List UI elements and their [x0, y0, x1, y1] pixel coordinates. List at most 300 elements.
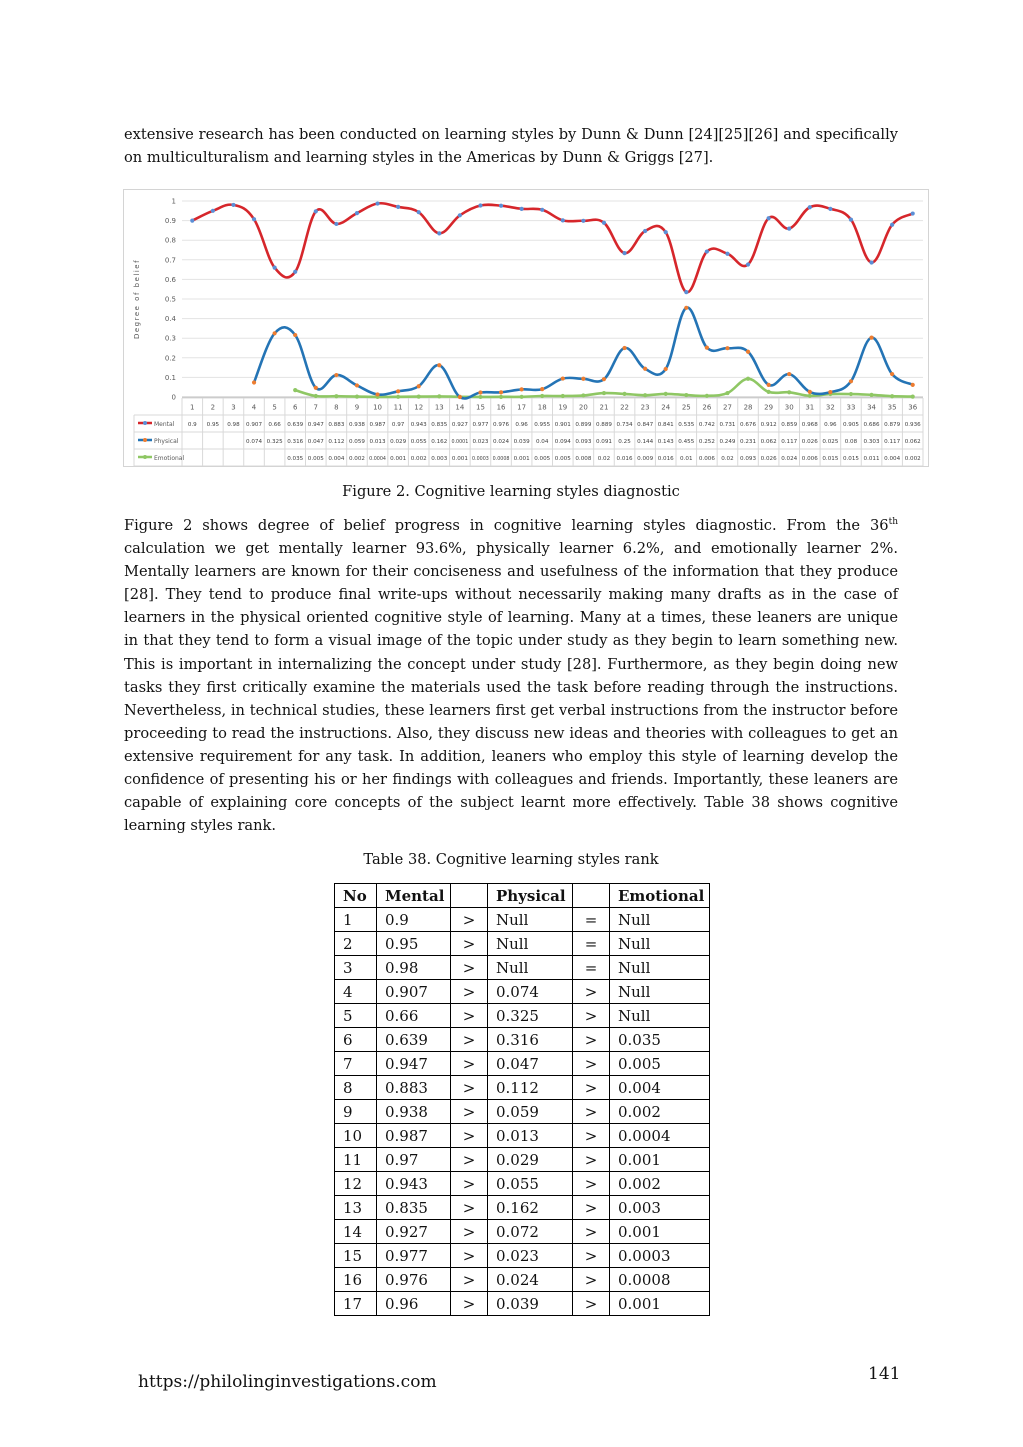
data-point-emotional	[911, 395, 915, 399]
data-label: 0.143	[657, 439, 674, 445]
cell-no: 1	[335, 908, 377, 932]
data-point-mental	[437, 231, 441, 235]
x-tick-label: 2	[210, 403, 216, 412]
data-point-mental	[314, 209, 318, 213]
data-label: 0.029	[390, 439, 407, 445]
cell-op-1: >	[451, 1052, 488, 1076]
data-label: 0.062	[904, 439, 921, 445]
data-label: 0.006	[801, 456, 818, 462]
data-point-physical	[561, 376, 565, 380]
data-label: 0.091	[595, 439, 612, 445]
cell-no: 10	[335, 1124, 377, 1148]
data-point-mental	[849, 218, 853, 222]
y-tick-label: 0.5	[164, 295, 176, 304]
data-label: 0.006	[698, 456, 715, 462]
cell-no: 4	[335, 980, 377, 1004]
cell-physical: 0.013	[488, 1124, 573, 1148]
x-tick-label: 16	[496, 403, 506, 412]
cell-mental: 0.835	[377, 1196, 451, 1220]
legend-marker	[143, 438, 147, 442]
data-label: 0.841	[657, 422, 674, 428]
x-tick-label: 8	[334, 403, 339, 412]
cell-op-2: >	[573, 1268, 610, 1292]
data-label: 0.026	[760, 456, 777, 462]
data-point-emotional	[684, 393, 688, 397]
y-tick-label: 0	[171, 393, 176, 402]
data-label: 0.005	[534, 456, 551, 462]
data-label: 0.0003	[472, 457, 489, 462]
x-tick-label: 14	[455, 403, 465, 412]
data-label: 0.005	[307, 456, 324, 462]
cell-op-2: =	[573, 956, 610, 980]
data-point-physical	[684, 306, 688, 310]
data-label: 0.025	[822, 439, 839, 445]
cell-mental: 0.97	[377, 1148, 451, 1172]
data-label: 0.062	[760, 439, 777, 445]
series-line-physical	[254, 308, 913, 399]
cell-emotional: 0.0004	[610, 1124, 710, 1148]
data-label: 0.026	[801, 439, 818, 445]
data-label: 0.047	[307, 439, 324, 445]
cell-op-2: >	[573, 1052, 610, 1076]
data-label: 0.325	[266, 439, 283, 445]
cell-mental: 0.907	[377, 980, 451, 1004]
cell-op-1: >	[451, 1172, 488, 1196]
data-point-physical	[602, 377, 606, 381]
cell-emotional: 0.001	[610, 1292, 710, 1316]
data-label: 0.002	[904, 456, 921, 462]
data-label: 0.004	[884, 456, 901, 462]
data-point-emotional	[664, 392, 668, 396]
data-label: 0.231	[740, 439, 757, 445]
cell-op-1: >	[451, 908, 488, 932]
table-row	[335, 1076, 710, 1100]
data-point-emotional	[767, 390, 771, 394]
data-point-physical	[355, 383, 359, 387]
data-label: 0.004	[328, 456, 345, 462]
cell-physical: 0.039	[488, 1292, 573, 1316]
cell-mental: 0.9	[377, 908, 451, 932]
table-row	[335, 932, 710, 956]
data-label: 0.001	[513, 456, 530, 462]
data-point-physical	[808, 390, 812, 394]
data-point-mental	[334, 222, 338, 226]
data-point-mental	[540, 208, 544, 212]
data-label: 0.847	[637, 422, 654, 428]
data-label: 0.074	[246, 439, 263, 445]
data-label: 0.08	[844, 439, 858, 445]
data-point-mental	[273, 266, 277, 270]
data-point-physical	[437, 363, 441, 367]
cell-no: 13	[335, 1196, 377, 1220]
x-tick-label: 15	[475, 403, 485, 412]
legend-label: Physical	[154, 438, 179, 445]
body-paragraph	[124, 514, 898, 837]
data-label: 0.889	[595, 422, 612, 428]
data-label: 0.835	[431, 422, 448, 428]
data-point-physical	[746, 350, 750, 354]
cell-emotional: 0.035	[610, 1028, 710, 1052]
data-label: 0.686	[863, 422, 880, 428]
data-point-mental	[746, 262, 750, 266]
x-tick-label: 21	[599, 403, 609, 412]
y-tick-label: 0.4	[164, 315, 176, 324]
chart-svg	[124, 190, 928, 466]
data-point-emotional	[293, 388, 297, 392]
data-point-emotional	[437, 394, 441, 398]
x-tick-label: 27	[722, 403, 732, 412]
cell-mental: 0.947	[377, 1052, 451, 1076]
data-label: 0.9	[187, 422, 197, 428]
data-label: 0.96	[515, 422, 528, 428]
data-point-physical	[911, 383, 915, 387]
data-label: 0.01	[680, 456, 693, 462]
cell-mental: 0.987	[377, 1124, 451, 1148]
cell-op-2: >	[573, 1148, 610, 1172]
cell-emotional: Null	[610, 956, 710, 980]
legend-marker	[143, 421, 147, 425]
cell-op-2: >	[573, 1172, 610, 1196]
data-point-mental	[375, 201, 379, 205]
data-label: 0.112	[328, 439, 345, 445]
data-point-emotional	[849, 392, 853, 396]
data-point-mental	[231, 203, 235, 207]
data-point-emotional	[417, 395, 421, 399]
cell-no: 16	[335, 1268, 377, 1292]
cell-no: 12	[335, 1172, 377, 1196]
data-label: 0.731	[719, 422, 736, 428]
data-label: 0.947	[307, 422, 324, 428]
data-label: 0.02	[721, 456, 734, 462]
data-label: 0.883	[328, 422, 345, 428]
data-label: 0.015	[822, 456, 839, 462]
cell-physical: Null	[488, 956, 573, 980]
data-label: 0.04	[535, 439, 549, 445]
cell-no: 17	[335, 1292, 377, 1316]
header-mental: Mental	[377, 884, 451, 908]
page-number: 141	[868, 1364, 901, 1384]
data-point-emotional	[602, 391, 606, 395]
cell-emotional: Null	[610, 908, 710, 932]
data-label: 0.66	[268, 422, 281, 428]
data-point-physical	[334, 373, 338, 377]
cell-op-1: >	[451, 1100, 488, 1124]
cell-op-1: >	[451, 956, 488, 980]
data-point-physical	[293, 333, 297, 337]
x-tick-label: 17	[517, 403, 527, 412]
cell-op-1: >	[451, 1124, 488, 1148]
data-point-emotional	[396, 395, 400, 399]
legend-label: Mental	[154, 421, 175, 428]
data-label: 0.002	[348, 456, 365, 462]
data-point-physical	[396, 389, 400, 393]
table-row	[335, 1220, 710, 1244]
cell-emotional: 0.0008	[610, 1268, 710, 1292]
x-tick-label: 11	[393, 403, 403, 412]
data-point-physical	[314, 386, 318, 390]
cell-op-1: >	[451, 1268, 488, 1292]
cell-emotional: 0.003	[610, 1196, 710, 1220]
data-label: 0.0004	[369, 457, 386, 462]
data-label: 0.912	[760, 422, 777, 428]
data-point-physical	[417, 384, 421, 388]
body-text-start: Figure 2 shows degree of belief progress in cognitive learning styles diagnostic. From the 36	[124, 517, 889, 534]
data-point-emotional	[581, 393, 585, 397]
table-row	[335, 1196, 710, 1220]
header-emotional: Emotional	[610, 884, 710, 908]
cell-op-1: >	[451, 1148, 488, 1172]
cell-op-1: >	[451, 1244, 488, 1268]
body-superscript: th	[888, 517, 898, 528]
data-point-physical	[890, 372, 894, 376]
data-label: 0.907	[246, 422, 263, 428]
data-label: 0.001	[390, 456, 407, 462]
data-label: 0.008	[575, 456, 592, 462]
data-label: 0.144	[637, 439, 654, 445]
data-point-physical	[705, 346, 709, 350]
data-point-mental	[396, 205, 400, 209]
data-point-mental	[190, 219, 194, 223]
cell-no: 2	[335, 932, 377, 956]
cell-physical: 0.029	[488, 1148, 573, 1172]
x-tick-label: 36	[908, 403, 918, 412]
data-point-mental	[890, 223, 894, 227]
body-text-rest: calculation we get mentally learner 93.6%, physically learner 6.2%, and emotionally learner 2%. Mentally learners are known for their conciseness and usefulness of the information that they produce [28]. They tend to produce final write-ups without necessarily making many drafts as in the case of learners in the physical oriented cognitive style of learning. Many at a times, these leaners are unique in that they tend to form a visual image of the topic under study as they begin to learn something new. This is important in internalizing the concept under study [28]. Furthermore, as they begin doing new tasks they first critically examine the materials used the task before reading through the instructions. Nevertheless, in technical studies, these learners first get verbal instructions from the instructor before proceeding to read the instructions. Also, they discuss new ideas and theories with colleagues to get an extensive requirement for any task. In addition, leaners who employ this style of learning develop the confidence of presenting his or her findings with colleagues and friends. Importantly, these leaners are capable of explaining core concepts of the subject learnt more effectively. Table 38 shows cognitive learning styles rank.	[124, 540, 898, 835]
x-tick-label: 7	[313, 403, 319, 412]
data-point-mental	[293, 270, 297, 274]
x-tick-label: 34	[867, 403, 877, 412]
cell-emotional: 0.002	[610, 1100, 710, 1124]
cell-op-1: >	[451, 1220, 488, 1244]
data-point-mental	[211, 209, 215, 213]
data-point-mental	[643, 229, 647, 233]
figure-caption: Figure 2. Cognitive learning styles diagnostic	[342, 483, 680, 500]
cell-emotional: Null	[610, 932, 710, 956]
cell-emotional: Null	[610, 1004, 710, 1028]
data-label: 0.117	[884, 439, 901, 445]
y-tick-label: 0.6	[164, 275, 176, 284]
data-point-physical	[252, 380, 256, 384]
data-label: 0.955	[534, 422, 551, 428]
data-label: 0.455	[678, 439, 695, 445]
data-label: 0.0001	[451, 440, 469, 445]
data-label: 0.252	[698, 439, 715, 445]
cell-no: 8	[335, 1076, 377, 1100]
x-tick-label: 10	[373, 403, 383, 412]
x-tick-label: 1	[190, 403, 195, 412]
y-tick-label: 0.9	[164, 217, 176, 226]
data-label: 0.742	[698, 422, 715, 428]
data-point-emotional	[540, 394, 544, 398]
cell-physical: 0.112	[488, 1076, 573, 1100]
data-label: 0.024	[781, 456, 798, 462]
x-tick-label: 28	[743, 403, 753, 412]
data-label: 0.249	[719, 439, 736, 445]
y-tick-label: 0.3	[164, 334, 176, 343]
table-row	[335, 956, 710, 980]
x-tick-label: 5	[272, 403, 277, 412]
data-label: 0.676	[740, 422, 757, 428]
x-tick-label: 25	[681, 403, 691, 412]
data-label: 0.859	[781, 422, 798, 428]
cell-no: 5	[335, 1004, 377, 1028]
data-label: 0.976	[493, 422, 510, 428]
y-tick-label: 1	[171, 197, 176, 206]
cell-op-2: >	[573, 1292, 610, 1316]
y-tick-label: 0.1	[164, 373, 176, 382]
data-label: 0.943	[410, 422, 427, 428]
cell-op-2: =	[573, 932, 610, 956]
footer-url[interactable]: https://philolinginvestigations.com	[138, 1372, 437, 1392]
y-axis-label: Degree of belief	[133, 258, 141, 340]
cell-no: 15	[335, 1244, 377, 1268]
cell-emotional: 0.005	[610, 1052, 710, 1076]
y-tick-label: 0.2	[164, 354, 176, 363]
data-point-mental	[458, 213, 462, 217]
cell-physical: 0.316	[488, 1028, 573, 1052]
y-tick-label: 0.7	[164, 256, 176, 265]
data-label: 0.093	[740, 456, 757, 462]
data-label: 0.987	[369, 422, 386, 428]
data-point-emotional	[869, 393, 873, 397]
cell-op-1: >	[451, 1196, 488, 1220]
data-point-emotional	[520, 395, 524, 399]
data-point-emotional	[622, 392, 626, 396]
x-tick-label: 18	[537, 403, 547, 412]
x-tick-label: 19	[558, 403, 568, 412]
x-tick-label: 33	[846, 403, 856, 412]
data-label: 0.002	[410, 456, 427, 462]
data-label: 0.905	[842, 422, 859, 428]
data-label: 0.162	[431, 439, 448, 445]
data-point-physical	[478, 390, 482, 394]
cell-mental: 0.927	[377, 1220, 451, 1244]
data-label: 0.055	[410, 439, 427, 445]
data-label: 0.977	[472, 422, 489, 428]
cell-physical: 0.072	[488, 1220, 573, 1244]
cell-op-2: >	[573, 1028, 610, 1052]
data-label: 0.639	[287, 422, 304, 428]
cell-physical: 0.024	[488, 1268, 573, 1292]
data-point-emotional	[334, 394, 338, 398]
x-tick-label: 3	[231, 403, 236, 412]
data-point-physical	[458, 395, 462, 399]
data-point-mental	[869, 260, 873, 264]
data-point-physical	[581, 377, 585, 381]
data-point-physical	[869, 336, 873, 340]
data-label: 0.039	[513, 439, 530, 445]
cell-emotional: 0.001	[610, 1148, 710, 1172]
cell-op-2: >	[573, 1244, 610, 1268]
legend-marker	[143, 455, 147, 459]
cell-op-1: >	[451, 1292, 488, 1316]
cell-op-2: >	[573, 1220, 610, 1244]
data-label: 0.093	[575, 439, 592, 445]
x-tick-label: 12	[414, 403, 424, 412]
cell-no: 7	[335, 1052, 377, 1076]
cell-op-1: >	[451, 980, 488, 1004]
data-label: 0.96	[824, 422, 837, 428]
data-label: 0.016	[616, 456, 633, 462]
data-point-physical	[540, 387, 544, 391]
data-point-physical	[643, 367, 647, 371]
x-tick-label: 29	[764, 403, 774, 412]
cell-mental: 0.977	[377, 1244, 451, 1268]
cell-no: 9	[335, 1100, 377, 1124]
data-point-emotional	[808, 394, 812, 398]
data-point-emotional	[499, 395, 503, 399]
x-tick-label: 32	[825, 403, 835, 412]
legend-label: Emotional	[154, 455, 185, 462]
table-row	[335, 1244, 710, 1268]
data-point-emotional	[314, 394, 318, 398]
data-point-emotional	[890, 394, 894, 398]
rank-table	[334, 883, 710, 1316]
data-label: 0.316	[287, 439, 304, 445]
data-label: 0.879	[884, 422, 901, 428]
x-tick-label: 24	[661, 403, 671, 412]
cell-physical: 0.162	[488, 1196, 573, 1220]
cell-mental: 0.976	[377, 1268, 451, 1292]
header-blank-2	[573, 884, 610, 908]
data-label: 0.98	[227, 422, 240, 428]
data-label: 0.015	[842, 456, 859, 462]
cell-op-2: >	[573, 1076, 610, 1100]
data-point-emotional	[787, 390, 791, 394]
data-point-mental	[520, 207, 524, 211]
cell-emotional: 0.004	[610, 1076, 710, 1100]
cell-physical: 0.055	[488, 1172, 573, 1196]
cell-op-1: >	[451, 1076, 488, 1100]
data-point-mental	[705, 249, 709, 253]
data-point-physical	[273, 331, 277, 335]
cell-op-1: >	[451, 932, 488, 956]
data-point-physical	[375, 392, 379, 396]
cell-op-1: >	[451, 1028, 488, 1052]
data-point-mental	[581, 219, 585, 223]
data-label: 0.016	[657, 456, 674, 462]
data-label: 0.117	[781, 439, 798, 445]
cell-emotional: 0.0003	[610, 1244, 710, 1268]
data-point-physical	[849, 379, 853, 383]
data-label: 0.023	[472, 439, 489, 445]
x-tick-label: 4	[251, 403, 257, 412]
cell-mental: 0.95	[377, 932, 451, 956]
data-point-mental	[911, 211, 915, 215]
data-label: 0.005	[554, 456, 571, 462]
data-label: 0.024	[493, 439, 510, 445]
data-point-emotional	[478, 395, 482, 399]
table-row	[335, 1100, 710, 1124]
table-row	[335, 1124, 710, 1148]
data-point-mental	[417, 210, 421, 214]
cell-mental: 0.938	[377, 1100, 451, 1124]
table-row	[335, 1172, 710, 1196]
cell-physical: 0.059	[488, 1100, 573, 1124]
data-label: 0.011	[863, 456, 880, 462]
y-tick-label: 0.8	[164, 236, 176, 245]
table-row	[335, 1268, 710, 1292]
data-point-physical	[725, 346, 729, 350]
data-label: 0.938	[348, 422, 365, 428]
cell-mental: 0.98	[377, 956, 451, 980]
data-label: 0.535	[678, 422, 695, 428]
data-point-mental	[478, 203, 482, 207]
cell-emotional: Null	[610, 980, 710, 1004]
data-point-physical	[499, 390, 503, 394]
data-label: 0.303	[863, 439, 880, 445]
data-point-mental	[684, 290, 688, 294]
